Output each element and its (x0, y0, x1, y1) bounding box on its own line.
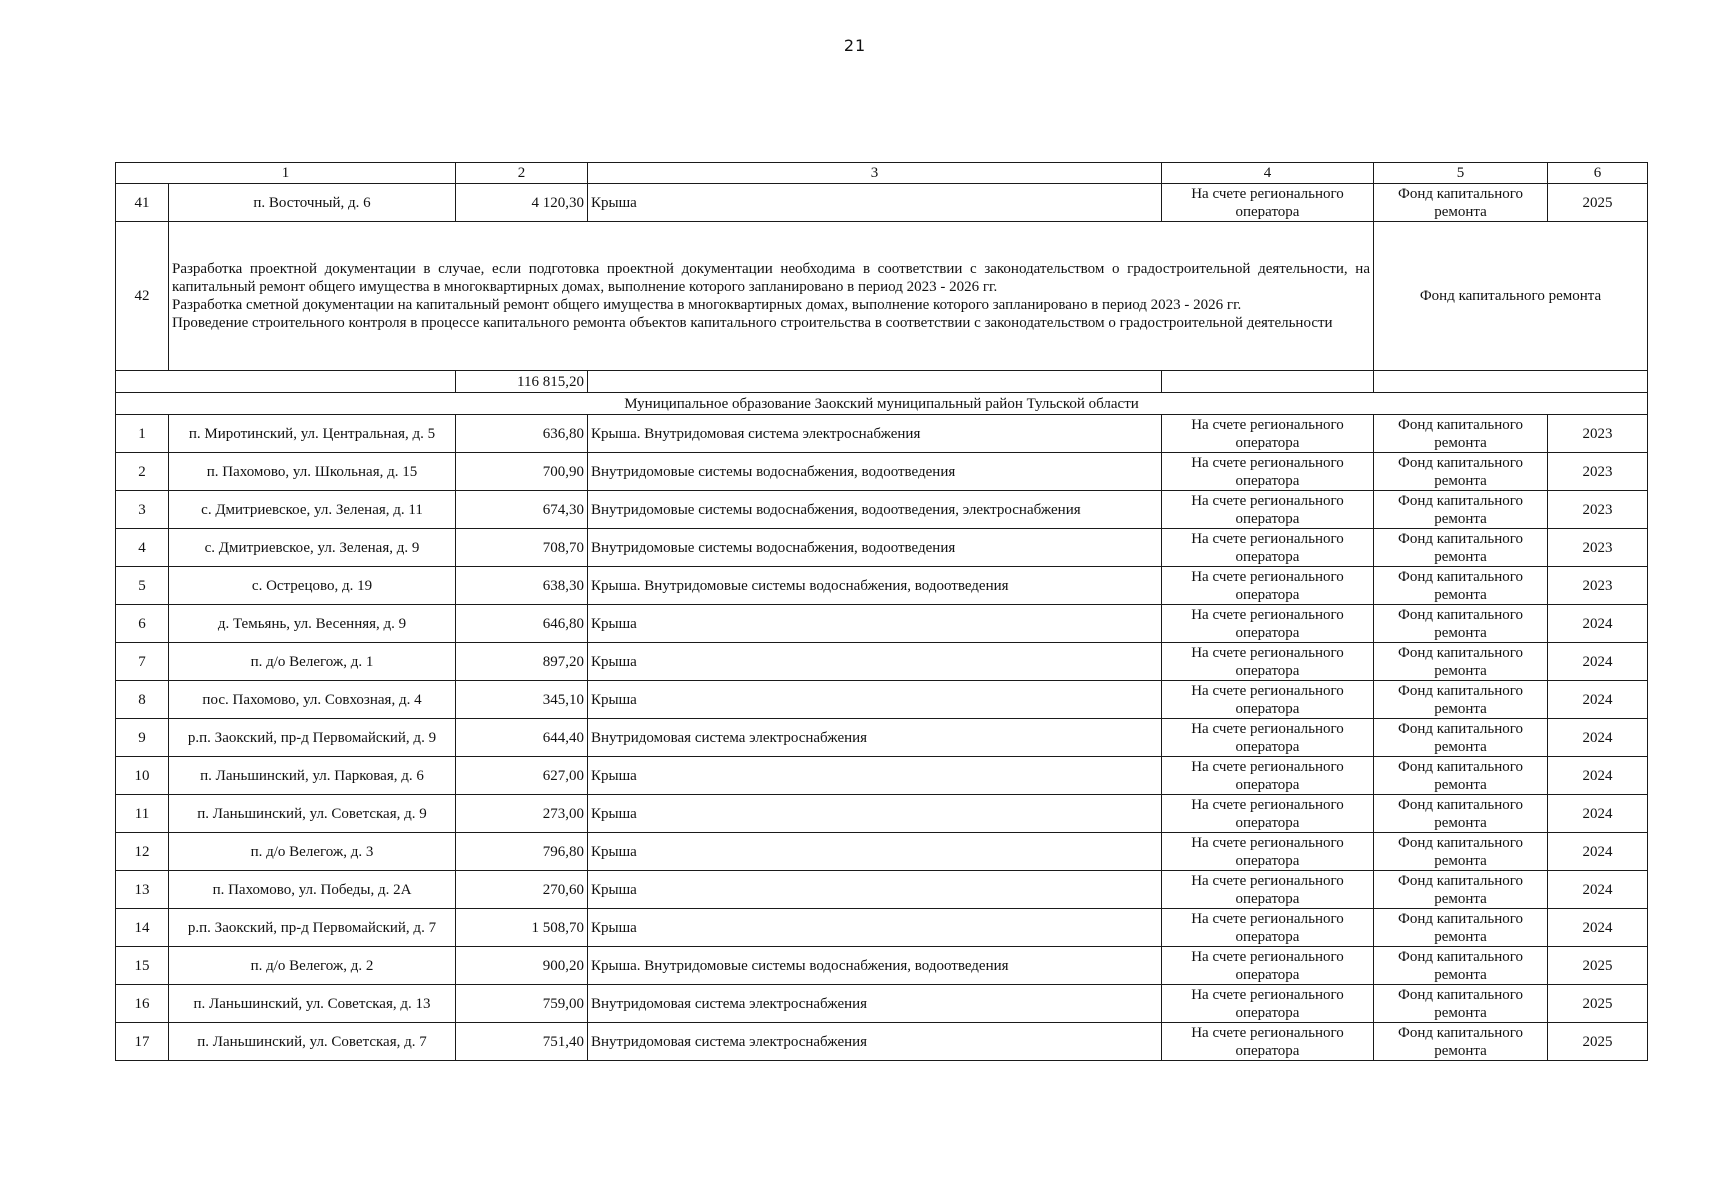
year-cell: 2023 (1548, 453, 1648, 491)
row-number: 17 (116, 1023, 169, 1061)
work-type-cell: Внутридомовая система электроснабжения (588, 985, 1162, 1023)
cost-cell: 674,30 (456, 491, 588, 529)
year-cell: 2025 (1548, 947, 1648, 985)
address-cell: п. Пахомово, ул. Школьная, д. 15 (169, 453, 456, 491)
account-cell: На счете регионального оператора (1162, 757, 1374, 795)
account-cell: На счете регионального оператора (1162, 453, 1374, 491)
row-number: 7 (116, 643, 169, 681)
funding-source-cell: Фонд капитального ремонта (1374, 757, 1548, 795)
funding-source-cell: Фонд капитального ремонта (1374, 184, 1548, 222)
total-cost-cell: 116 815,20 (456, 371, 588, 393)
page-number: 21 (843, 36, 867, 55)
year-cell: 2024 (1548, 871, 1648, 909)
cost-cell: 646,80 (456, 605, 588, 643)
work-type-cell: Крыша (588, 909, 1162, 947)
cost-cell: 345,10 (456, 681, 588, 719)
year-cell: 2025 (1548, 985, 1648, 1023)
address-cell: п. Ланьшинский, ул. Советская, д. 7 (169, 1023, 456, 1061)
table-body (116, 163, 1648, 1061)
cost-cell: 1 508,70 (456, 909, 588, 947)
column-header-5: 5 (1374, 163, 1548, 184)
column-header-4: 4 (1162, 163, 1374, 184)
total-empty-cell (1374, 371, 1648, 393)
account-cell: На счете регионального оператора (1162, 415, 1374, 453)
work-type-cell: Внутридомовая система электроснабжения (588, 1023, 1162, 1061)
account-cell: На счете регионального оператора (1162, 605, 1374, 643)
cost-cell: 638,30 (456, 567, 588, 605)
repair-plan-table (115, 162, 1648, 1061)
table-row (116, 871, 1648, 909)
cost-cell: 796,80 (456, 833, 588, 871)
column-header-3: 3 (588, 163, 1162, 184)
address-cell: пос. Пахомово, ул. Совхозная, д. 4 (169, 681, 456, 719)
cost-cell: 900,20 (456, 947, 588, 985)
address-cell: с. Острецово, д. 19 (169, 567, 456, 605)
row-number: 1 (116, 415, 169, 453)
funding-source-cell: Фонд капитального ремонта (1374, 871, 1548, 909)
table-row (116, 567, 1648, 605)
account-cell: На счете регионального оператора (1162, 719, 1374, 757)
work-type-cell: Крыша (588, 605, 1162, 643)
address-cell: п. д/о Велегож, д. 2 (169, 947, 456, 985)
cost-cell: 759,00 (456, 985, 588, 1023)
cost-cell: 708,70 (456, 529, 588, 567)
table-row (116, 681, 1648, 719)
row-number: 12 (116, 833, 169, 871)
work-type-cell: Крыша. Внутридомовая система электроснабжения (588, 415, 1162, 453)
row-number: 6 (116, 605, 169, 643)
year-cell: 2024 (1548, 719, 1648, 757)
year-cell: 2023 (1548, 491, 1648, 529)
table-row-41 (116, 184, 1648, 222)
cost-cell: 644,40 (456, 719, 588, 757)
work-type-cell: Крыша (588, 643, 1162, 681)
total-label-cell (116, 371, 456, 393)
funding-source-cell: Фонд капитального ремонта (1374, 833, 1548, 871)
year-cell: 2024 (1548, 757, 1648, 795)
work-type-cell: Крыша (588, 795, 1162, 833)
address-cell: с. Дмитриевское, ул. Зеленая, д. 9 (169, 529, 456, 567)
table-row (116, 1023, 1648, 1061)
work-type-cell: Крыша (588, 184, 1162, 222)
table-row (116, 795, 1648, 833)
cost-cell: 627,00 (456, 757, 588, 795)
work-type-cell: Внутридомовые системы водоснабжения, водоотведения (588, 529, 1162, 567)
year-cell: 2024 (1548, 833, 1648, 871)
account-cell: На счете регионального оператора (1162, 947, 1374, 985)
funding-source-cell: Фонд капитального ремонта (1374, 681, 1548, 719)
address-cell: п. Ланьшинский, ул. Парковая, д. 6 (169, 757, 456, 795)
account-cell: На счете регионального оператора (1162, 184, 1374, 222)
address-cell: р.п. Заокский, пр-д Первомайский, д. 7 (169, 909, 456, 947)
address-cell: п. Восточный, д. 6 (169, 184, 456, 222)
funding-source-cell: Фонд капитального ремонта (1374, 719, 1548, 757)
account-cell: На счете регионального оператора (1162, 643, 1374, 681)
row-number: 13 (116, 871, 169, 909)
row-number: 14 (116, 909, 169, 947)
funding-source-cell: Фонд капитального ремонта (1374, 529, 1548, 567)
work-type-cell: Внутридомовые системы водоснабжения, водоотведения (588, 453, 1162, 491)
table-row (116, 529, 1648, 567)
repair-plan-table-wrapper (115, 162, 1647, 1061)
account-cell: На счете регионального оператора (1162, 871, 1374, 909)
column-header-1: 1 (116, 163, 456, 184)
cost-cell: 636,80 (456, 415, 588, 453)
row-number: 2 (116, 453, 169, 491)
work-type-cell: Крыша (588, 757, 1162, 795)
municipality-heading: Муниципальное образование Заокский муниципальный район Тульской области (116, 393, 1648, 415)
year-cell: 2024 (1548, 909, 1648, 947)
account-cell: На счете регионального оператора (1162, 833, 1374, 871)
work-type-cell: Внутридомовая система электроснабжения (588, 719, 1162, 757)
table-row (116, 833, 1648, 871)
row-number: 41 (116, 184, 169, 222)
address-cell: п. Пахомово, ул. Победы, д. 2А (169, 871, 456, 909)
funding-source-cell: Фонд капитального ремонта (1374, 795, 1548, 833)
year-cell: 2023 (1548, 415, 1648, 453)
address-cell: п. Ланьшинский, ул. Советская, д. 9 (169, 795, 456, 833)
row-number: 4 (116, 529, 169, 567)
cost-cell: 700,90 (456, 453, 588, 491)
cost-cell: 270,60 (456, 871, 588, 909)
cost-cell: 897,20 (456, 643, 588, 681)
work-type-cell: Крыша (588, 833, 1162, 871)
year-cell: 2025 (1548, 1023, 1648, 1061)
total-empty-cell (588, 371, 1162, 393)
funding-source-cell: Фонд капитального ремонта (1374, 567, 1548, 605)
funding-source-cell: Фонд капитального ремонта (1374, 453, 1548, 491)
year-cell: 2023 (1548, 567, 1648, 605)
work-type-cell: Крыша (588, 681, 1162, 719)
table-row (116, 415, 1648, 453)
work-type-cell: Крыша. Внутридомовые системы водоснабжения, водоотведения (588, 947, 1162, 985)
year-cell: 2024 (1548, 795, 1648, 833)
address-cell: с. Дмитриевское, ул. Зеленая, д. 11 (169, 491, 456, 529)
row-number: 3 (116, 491, 169, 529)
work-type-cell: Внутридомовые системы водоснабжения, водоотведения, электроснабжения (588, 491, 1162, 529)
year-cell: 2025 (1548, 184, 1648, 222)
cost-cell: 751,40 (456, 1023, 588, 1061)
row-number: 9 (116, 719, 169, 757)
funding-source-cell: Фонд капитального ремонта (1374, 643, 1548, 681)
table-row-42 (116, 222, 1648, 371)
table-row (116, 909, 1648, 947)
work-type-cell: Крыша (588, 871, 1162, 909)
column-header-6: 6 (1548, 163, 1648, 184)
municipality-heading-row (116, 393, 1648, 415)
column-number-header-row (116, 163, 1648, 184)
row-number: 11 (116, 795, 169, 833)
year-cell: 2024 (1548, 643, 1648, 681)
works-description-cell (169, 222, 1374, 371)
funding-source-cell: Фонд капитального ремонта (1374, 1023, 1548, 1061)
funding-source-cell: Фонд капитального ремонта (1374, 985, 1548, 1023)
column-header-2: 2 (456, 163, 588, 184)
row-number: 16 (116, 985, 169, 1023)
funding-source-cell: Фонд капитального ремонта (1374, 947, 1548, 985)
row-number: 5 (116, 567, 169, 605)
table-row (116, 719, 1648, 757)
cost-cell: 273,00 (456, 795, 588, 833)
account-cell: На счете регионального оператора (1162, 491, 1374, 529)
account-cell: На счете регионального оператора (1162, 795, 1374, 833)
funding-source-cell: Фонд капитального ремонта (1374, 491, 1548, 529)
funding-source-cell: Фонд капитального ремонта (1374, 909, 1548, 947)
address-cell: п. д/о Велегож, д. 3 (169, 833, 456, 871)
year-cell: 2023 (1548, 529, 1648, 567)
table-row (116, 757, 1648, 795)
address-cell: р.п. Заокский, пр-д Первомайский, д. 9 (169, 719, 456, 757)
address-cell: д. Темьянь, ул. Весенняя, д. 9 (169, 605, 456, 643)
account-cell: На счете регионального оператора (1162, 681, 1374, 719)
account-cell: На счете регионального оператора (1162, 909, 1374, 947)
funding-source-cell: Фонд капитального ремонта (1374, 415, 1548, 453)
address-cell: п. д/о Велегож, д. 1 (169, 643, 456, 681)
total-row (116, 371, 1648, 393)
table-row (116, 947, 1648, 985)
address-cell: п. Миротинский, ул. Центральная, д. 5 (169, 415, 456, 453)
row-number: 15 (116, 947, 169, 985)
account-cell: На счете регионального оператора (1162, 1023, 1374, 1061)
description-paragraph: Разработка сметной документации на капитальный ремонт общего имущества в многоквартирных домах, выполнение которого запланировано в период 2023 - 2026 гг. (172, 297, 1242, 313)
row-number: 42 (116, 222, 169, 371)
address-cell: п. Ланьшинский, ул. Советская, д. 13 (169, 985, 456, 1023)
year-cell: 2024 (1548, 605, 1648, 643)
cost-cell: 4 120,30 (456, 184, 588, 222)
row-number: 10 (116, 757, 169, 795)
description-paragraph: Разработка проектной документации в случае, если подготовка проектной документации необходима в соответствии с законодательством о градостроительной деятельности, на капитальный ремонт общего имущества в многоквартирных домах, выполнение которого запланировано в период 2023 - 2026 гг. (172, 261, 1370, 295)
funding-source-cell: Фонд капитального ремонта (1374, 605, 1548, 643)
table-row (116, 453, 1648, 491)
account-cell: На счете регионального оператора (1162, 567, 1374, 605)
total-empty-cell (1162, 371, 1374, 393)
table-row (116, 985, 1648, 1023)
year-cell: 2024 (1548, 681, 1648, 719)
row-number: 8 (116, 681, 169, 719)
work-type-cell: Крыша. Внутридомовые системы водоснабжения, водоотведения (588, 567, 1162, 605)
table-row (116, 643, 1648, 681)
account-cell: На счете регионального оператора (1162, 985, 1374, 1023)
description-paragraph: Проведение строительного контроля в процессе капитального ремонта объектов капитального строительства в соответствии с законодательством о градостроительной деятельности (172, 315, 1333, 331)
table-row (116, 491, 1648, 529)
table-row (116, 605, 1648, 643)
funding-source-cell: Фонд капитального ремонта (1374, 222, 1648, 371)
account-cell: На счете регионального оператора (1162, 529, 1374, 567)
